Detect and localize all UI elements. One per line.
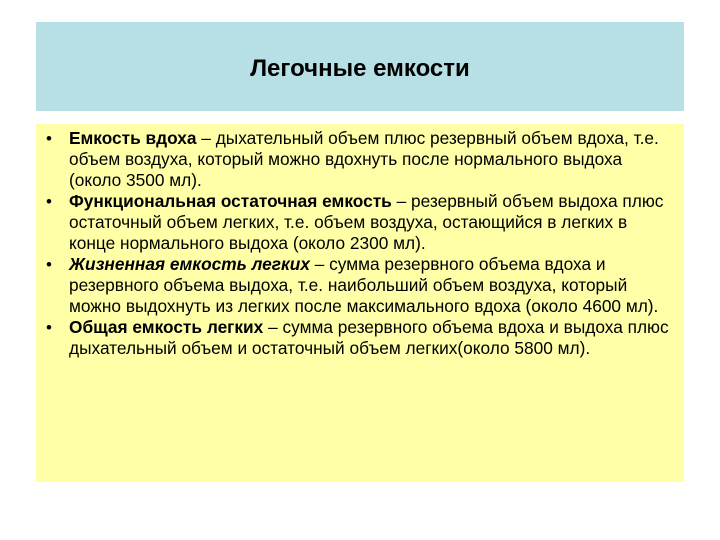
bullet-icon: • bbox=[46, 129, 52, 148]
term-total-lung-capacity: Общая емкость легких bbox=[69, 317, 264, 337]
term-functional-residual-capacity: Функциональная остаточная емкость bbox=[69, 191, 392, 211]
slide-title: Легочные емкости bbox=[250, 54, 470, 82]
content-panel bbox=[36, 124, 684, 482]
term-inspiratory-capacity: Емкость вдоха bbox=[69, 128, 197, 148]
definition-text: – сумма резервного объема вдоха и выдоха плюс дыхательный объем и остаточный объем легких(около 5800 мл). bbox=[69, 317, 669, 358]
definition-list bbox=[36, 128, 684, 359]
list-item bbox=[36, 128, 684, 191]
term-vital-capacity: Жизненная емкость легких bbox=[69, 254, 310, 274]
definition-text: – резервный объем выдоха плюс остаточный объем легких, т.е. объем воздуха, остающийся в легких в конце нормального выдоха (около 2300 мл). bbox=[69, 191, 664, 253]
definition-text: – сумма резервного объема вдоха и резервного объема выдоха, т.е. наибольший объем воздуха, который можно выдохнуть из легких после максимального вдоха (около 4600 мл). bbox=[69, 254, 659, 316]
list-item bbox=[36, 191, 684, 254]
bullet-icon: • bbox=[46, 192, 52, 211]
title-panel bbox=[36, 22, 684, 111]
list-item bbox=[36, 317, 684, 359]
bullet-icon: • bbox=[46, 255, 52, 274]
definition-text: – дыхательный объем плюс резервный объем вдоха, т.е. объем воздуха, который можно вдохнуть после нормального выдоха (около 3500 мл). bbox=[69, 128, 659, 190]
list-item bbox=[36, 254, 684, 317]
bullet-icon: • bbox=[46, 318, 52, 337]
